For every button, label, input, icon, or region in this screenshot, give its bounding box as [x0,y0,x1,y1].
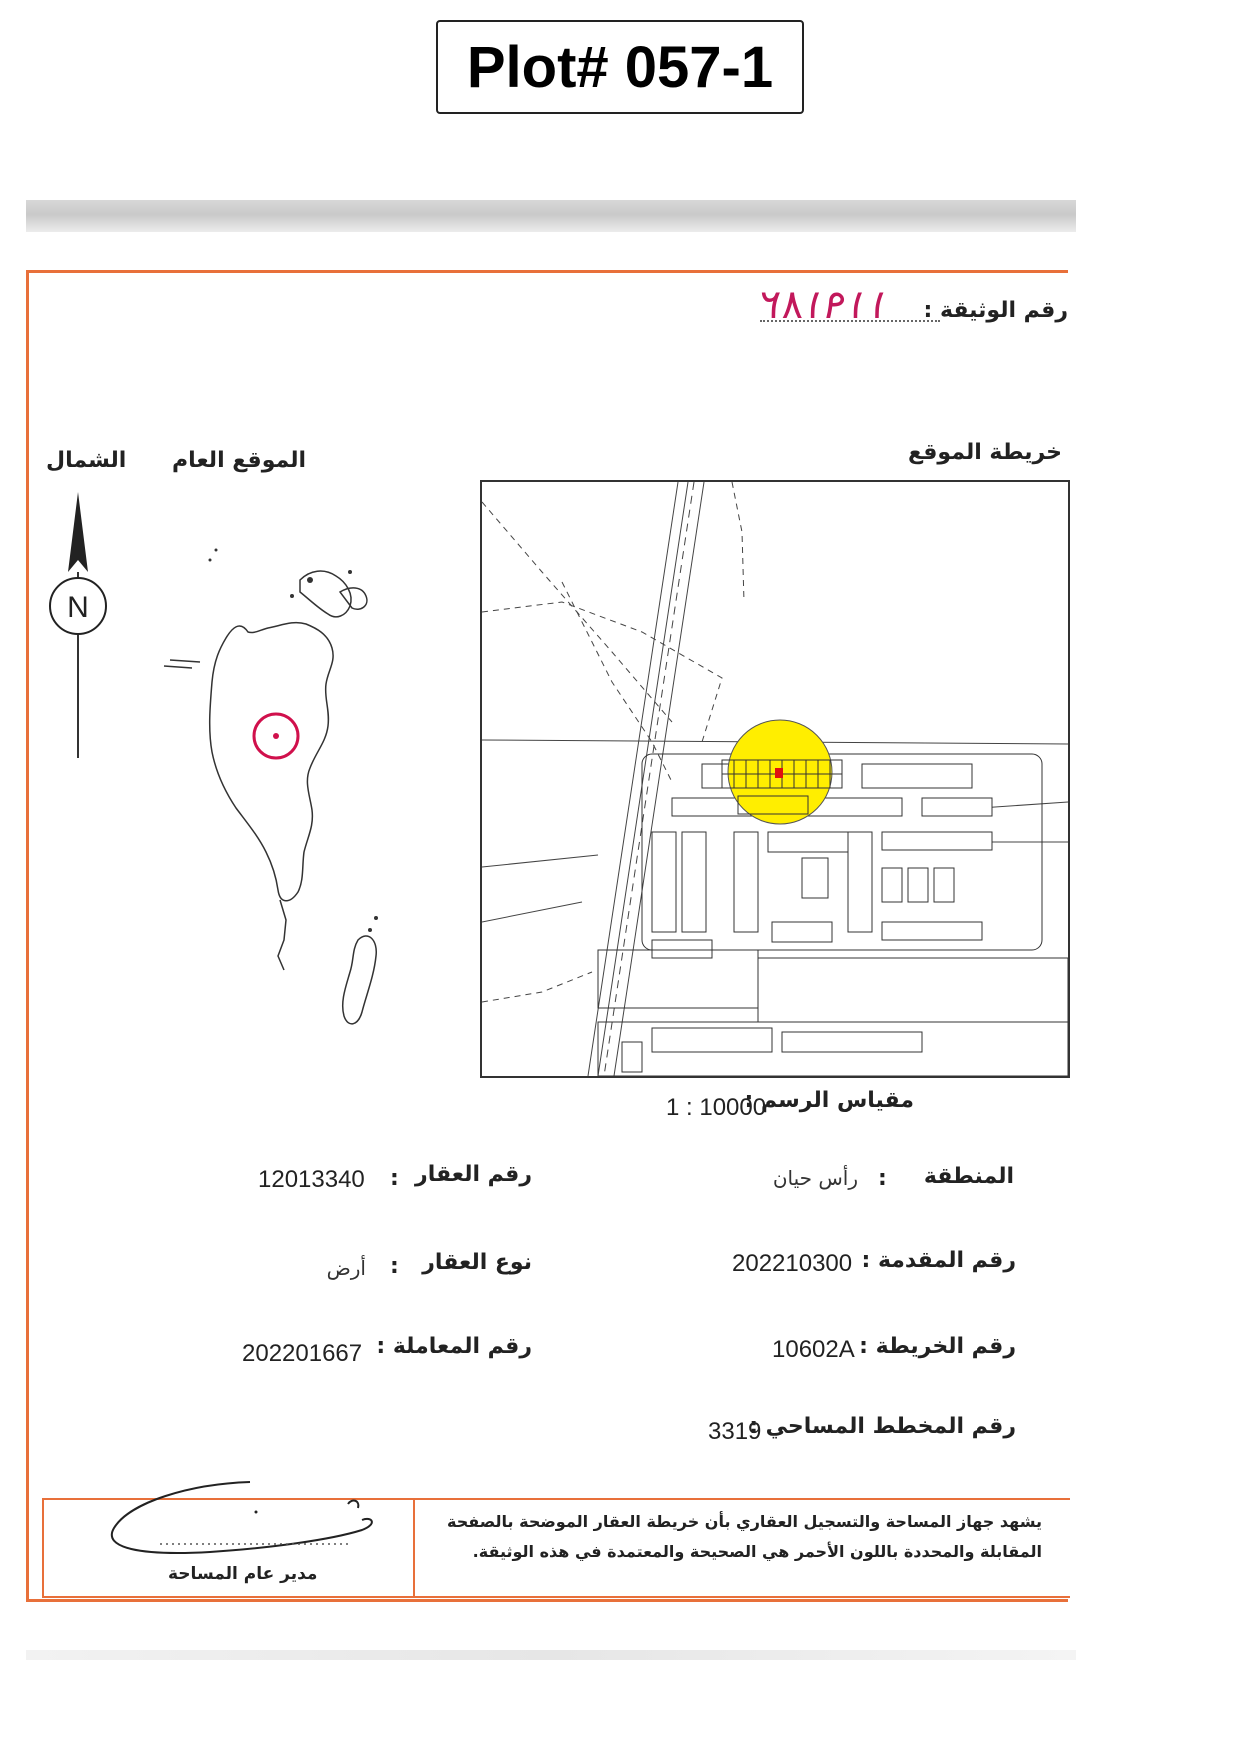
certification-box-bottom [42,1596,1070,1598]
doc-number-label: رقم الوثيقة : [923,298,1068,323]
certification-divider [413,1498,415,1596]
map-no-value: 10602A [772,1336,855,1363]
north-arrow-icon [46,490,110,760]
survey-plan-label: رقم المخطط المساحي : [749,1414,1016,1439]
scale-value: 1 : 10000 [666,1094,767,1121]
islet-outline-1 [340,588,367,609]
property-type-value: أرض [326,1256,366,1280]
main-island-outline [210,623,333,901]
causeway-lines [164,660,200,668]
highway-edge-1 [588,482,678,1076]
general-location-map [140,520,440,1050]
hawar-islands-outline [343,936,377,1024]
location-dot [273,733,279,739]
plot-marker [775,768,783,778]
survey-plan-value: 3319 [708,1418,762,1445]
signatory-title: مدير عام المساحة [168,1564,318,1584]
certification-line-2: المقابلة والمحددة باللون الأحمر هي الصحيحة والمعتمدة في هذه الوثيقة. [472,1542,1042,1561]
property-no-label: رقم العقار [415,1162,532,1187]
doc-number-dotted-line [760,320,940,322]
map-no-label: رقم الخريطة : [859,1334,1016,1359]
certification-line-1: يشهد جهاز المساحة والتسجيل العقاري بأن خريطة العقار الموضحة بالصفحة [447,1512,1042,1531]
southern-tip-outline [278,900,286,970]
region-colon: : [878,1166,887,1191]
certification-left-edge [42,1498,44,1596]
application-no-value: 202210300 [732,1250,853,1277]
scale-label: مقياس الرسم : [744,1088,914,1113]
region-label: المنطقة [923,1164,1014,1189]
plot-title: Plot# 057-1 [466,34,774,100]
muharraq-outline [300,571,351,617]
transaction-no-label: رقم المعاملة : [376,1334,532,1359]
region-value: رأس حيان [772,1166,858,1190]
north-label: الشمال [46,448,127,473]
doc-number-handwritten: ١١٩١٨٢ [760,282,889,328]
property-type-colon: : [390,1254,399,1279]
general-location-label: الموقع العام [172,448,307,473]
property-no-colon: : [390,1166,399,1191]
signature-image [100,1476,400,1566]
plot-title-box [436,20,804,114]
scan-bottom-band [26,1650,1076,1660]
scan-shadow-band [26,200,1076,232]
site-map-label: خريطة الموقع [907,440,1062,465]
site-map [480,480,1070,1078]
site-map-drawing [482,482,1068,1076]
application-no-label: رقم المقدمة : [861,1248,1016,1273]
property-no-value: 12013340 [258,1166,365,1193]
transaction-no-value: 202201667 [242,1340,363,1367]
north-letter: N [67,591,89,624]
property-type-label: نوع العقار [422,1250,532,1275]
